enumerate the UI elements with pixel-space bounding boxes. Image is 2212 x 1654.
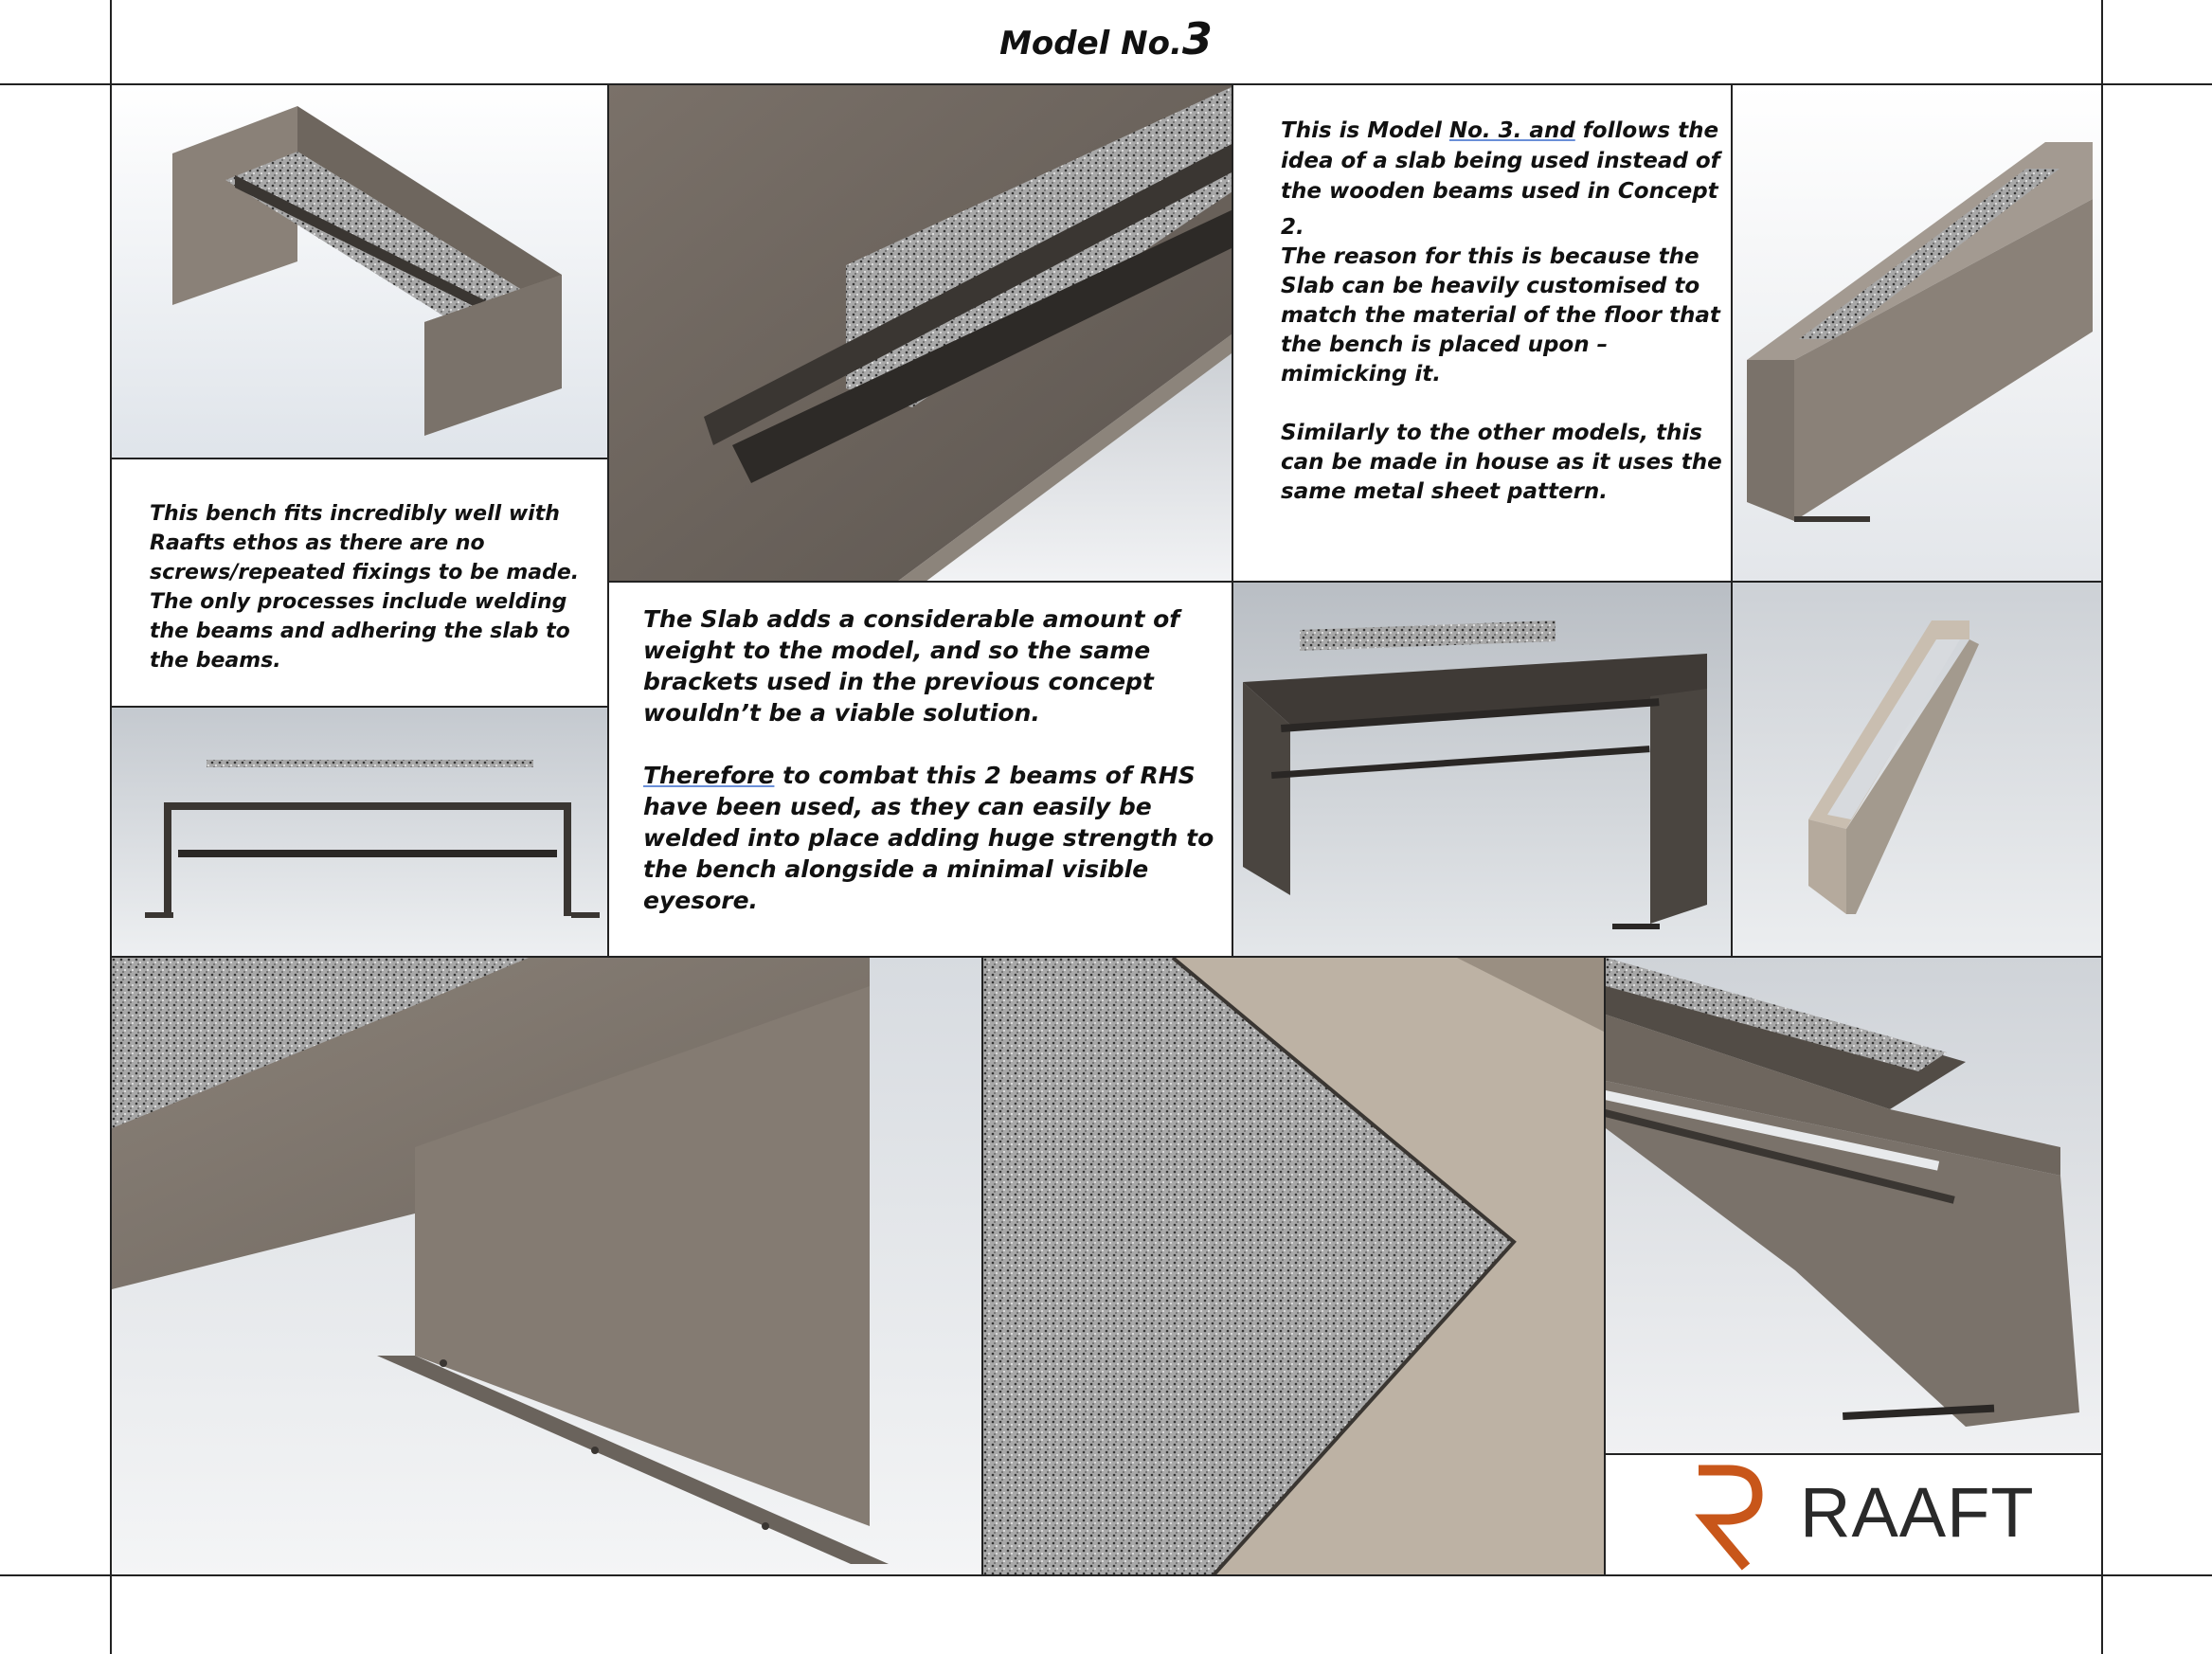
desc-top-para3-line: Similarly to the other models, this bbox=[1281, 421, 1702, 445]
description-top bbox=[1232, 83, 1733, 583]
desc-top-para2-line: match the material of the floor that bbox=[1281, 303, 1720, 328]
desc-left-line: Raafts ethos as there are no bbox=[150, 531, 485, 555]
desc-center-line: the bench alongside a minimal visible bbox=[643, 855, 1149, 883]
desc-center-link: Therefore bbox=[643, 762, 775, 789]
desc-center-line: to combat this 2 beams of RHS bbox=[774, 762, 1196, 789]
desc-top-para3 bbox=[1281, 419, 1731, 507]
desc-center-line: have been used, as they can easily be bbox=[643, 793, 1152, 820]
desc-left-line: This bench fits incredibly well with bbox=[150, 502, 560, 526]
desc-left-line: screws/repeated fixings to be made. bbox=[150, 561, 580, 584]
page-title bbox=[0, 13, 2212, 64]
title-number: 3 bbox=[1181, 13, 1213, 64]
render-bench-exploded-perspective bbox=[1232, 581, 1733, 958]
desc-top-para3-line: same metal sheet pattern. bbox=[1281, 479, 1609, 504]
render-bench-side-exploded bbox=[110, 706, 609, 958]
desc-center-line: eyesore. bbox=[643, 887, 759, 914]
desc-top-line1-post: follows the bbox=[1574, 118, 1719, 143]
desc-top-line2: idea of a slab being used instead of bbox=[1281, 149, 1720, 173]
render-leg-closeup bbox=[110, 956, 983, 1576]
render-slab-beam-detail bbox=[607, 83, 1233, 583]
desc-top-para3-line: can be made in house as it uses the bbox=[1281, 450, 1722, 475]
desc-top-line1-link: No. 3. and bbox=[1448, 118, 1575, 143]
desc-top-line4: 2. bbox=[1281, 215, 1304, 240]
render-bench-top-view bbox=[1731, 83, 2103, 583]
render-bench-underside-angle bbox=[110, 83, 609, 459]
desc-top-para2-line: The reason for this is because the bbox=[1281, 244, 1699, 269]
desc-top-para2-line: Slab can be heavily customised to bbox=[1281, 274, 1700, 298]
desc-center-line: The Slab adds a considerable amount of bbox=[643, 605, 1180, 633]
desc-center-line: wouldn’t be a viable solution. bbox=[643, 699, 1040, 727]
raaft-logo-icon bbox=[1691, 1465, 1767, 1573]
logo-panel bbox=[1604, 1453, 2103, 1576]
desc-center-line: welded into place adding huge strength to bbox=[643, 824, 1214, 852]
desc-left-line: the beams. bbox=[150, 649, 281, 673]
desc-center-line: brackets used in the previous concept bbox=[643, 668, 1154, 695]
description-center bbox=[607, 581, 1233, 958]
desc-center-line: weight to the model, and so the same bbox=[643, 637, 1151, 664]
desc-top-para2-line: mimicking it. bbox=[1281, 362, 1441, 387]
render-bench-frame bbox=[1731, 581, 2103, 958]
desc-left-line: The only processes include welding bbox=[150, 590, 567, 614]
render-bench-underside-perspective bbox=[1604, 956, 2103, 1455]
render-granite-closeup bbox=[981, 956, 1606, 1576]
description-left bbox=[110, 458, 609, 708]
desc-top-line1-pre: This is Model bbox=[1281, 118, 1449, 143]
title-prefix: Model No. bbox=[999, 25, 1182, 63]
logo-wordmark: RAAFT bbox=[1800, 1473, 2035, 1552]
desc-left-line: the beams and adhering the slab to bbox=[150, 620, 570, 643]
desc-top-line3: the wooden beams used in Concept bbox=[1281, 179, 1718, 204]
desc-top-para2-line: the bench is placed upon – bbox=[1281, 333, 1609, 357]
desc-top-para2 bbox=[1281, 243, 1731, 389]
